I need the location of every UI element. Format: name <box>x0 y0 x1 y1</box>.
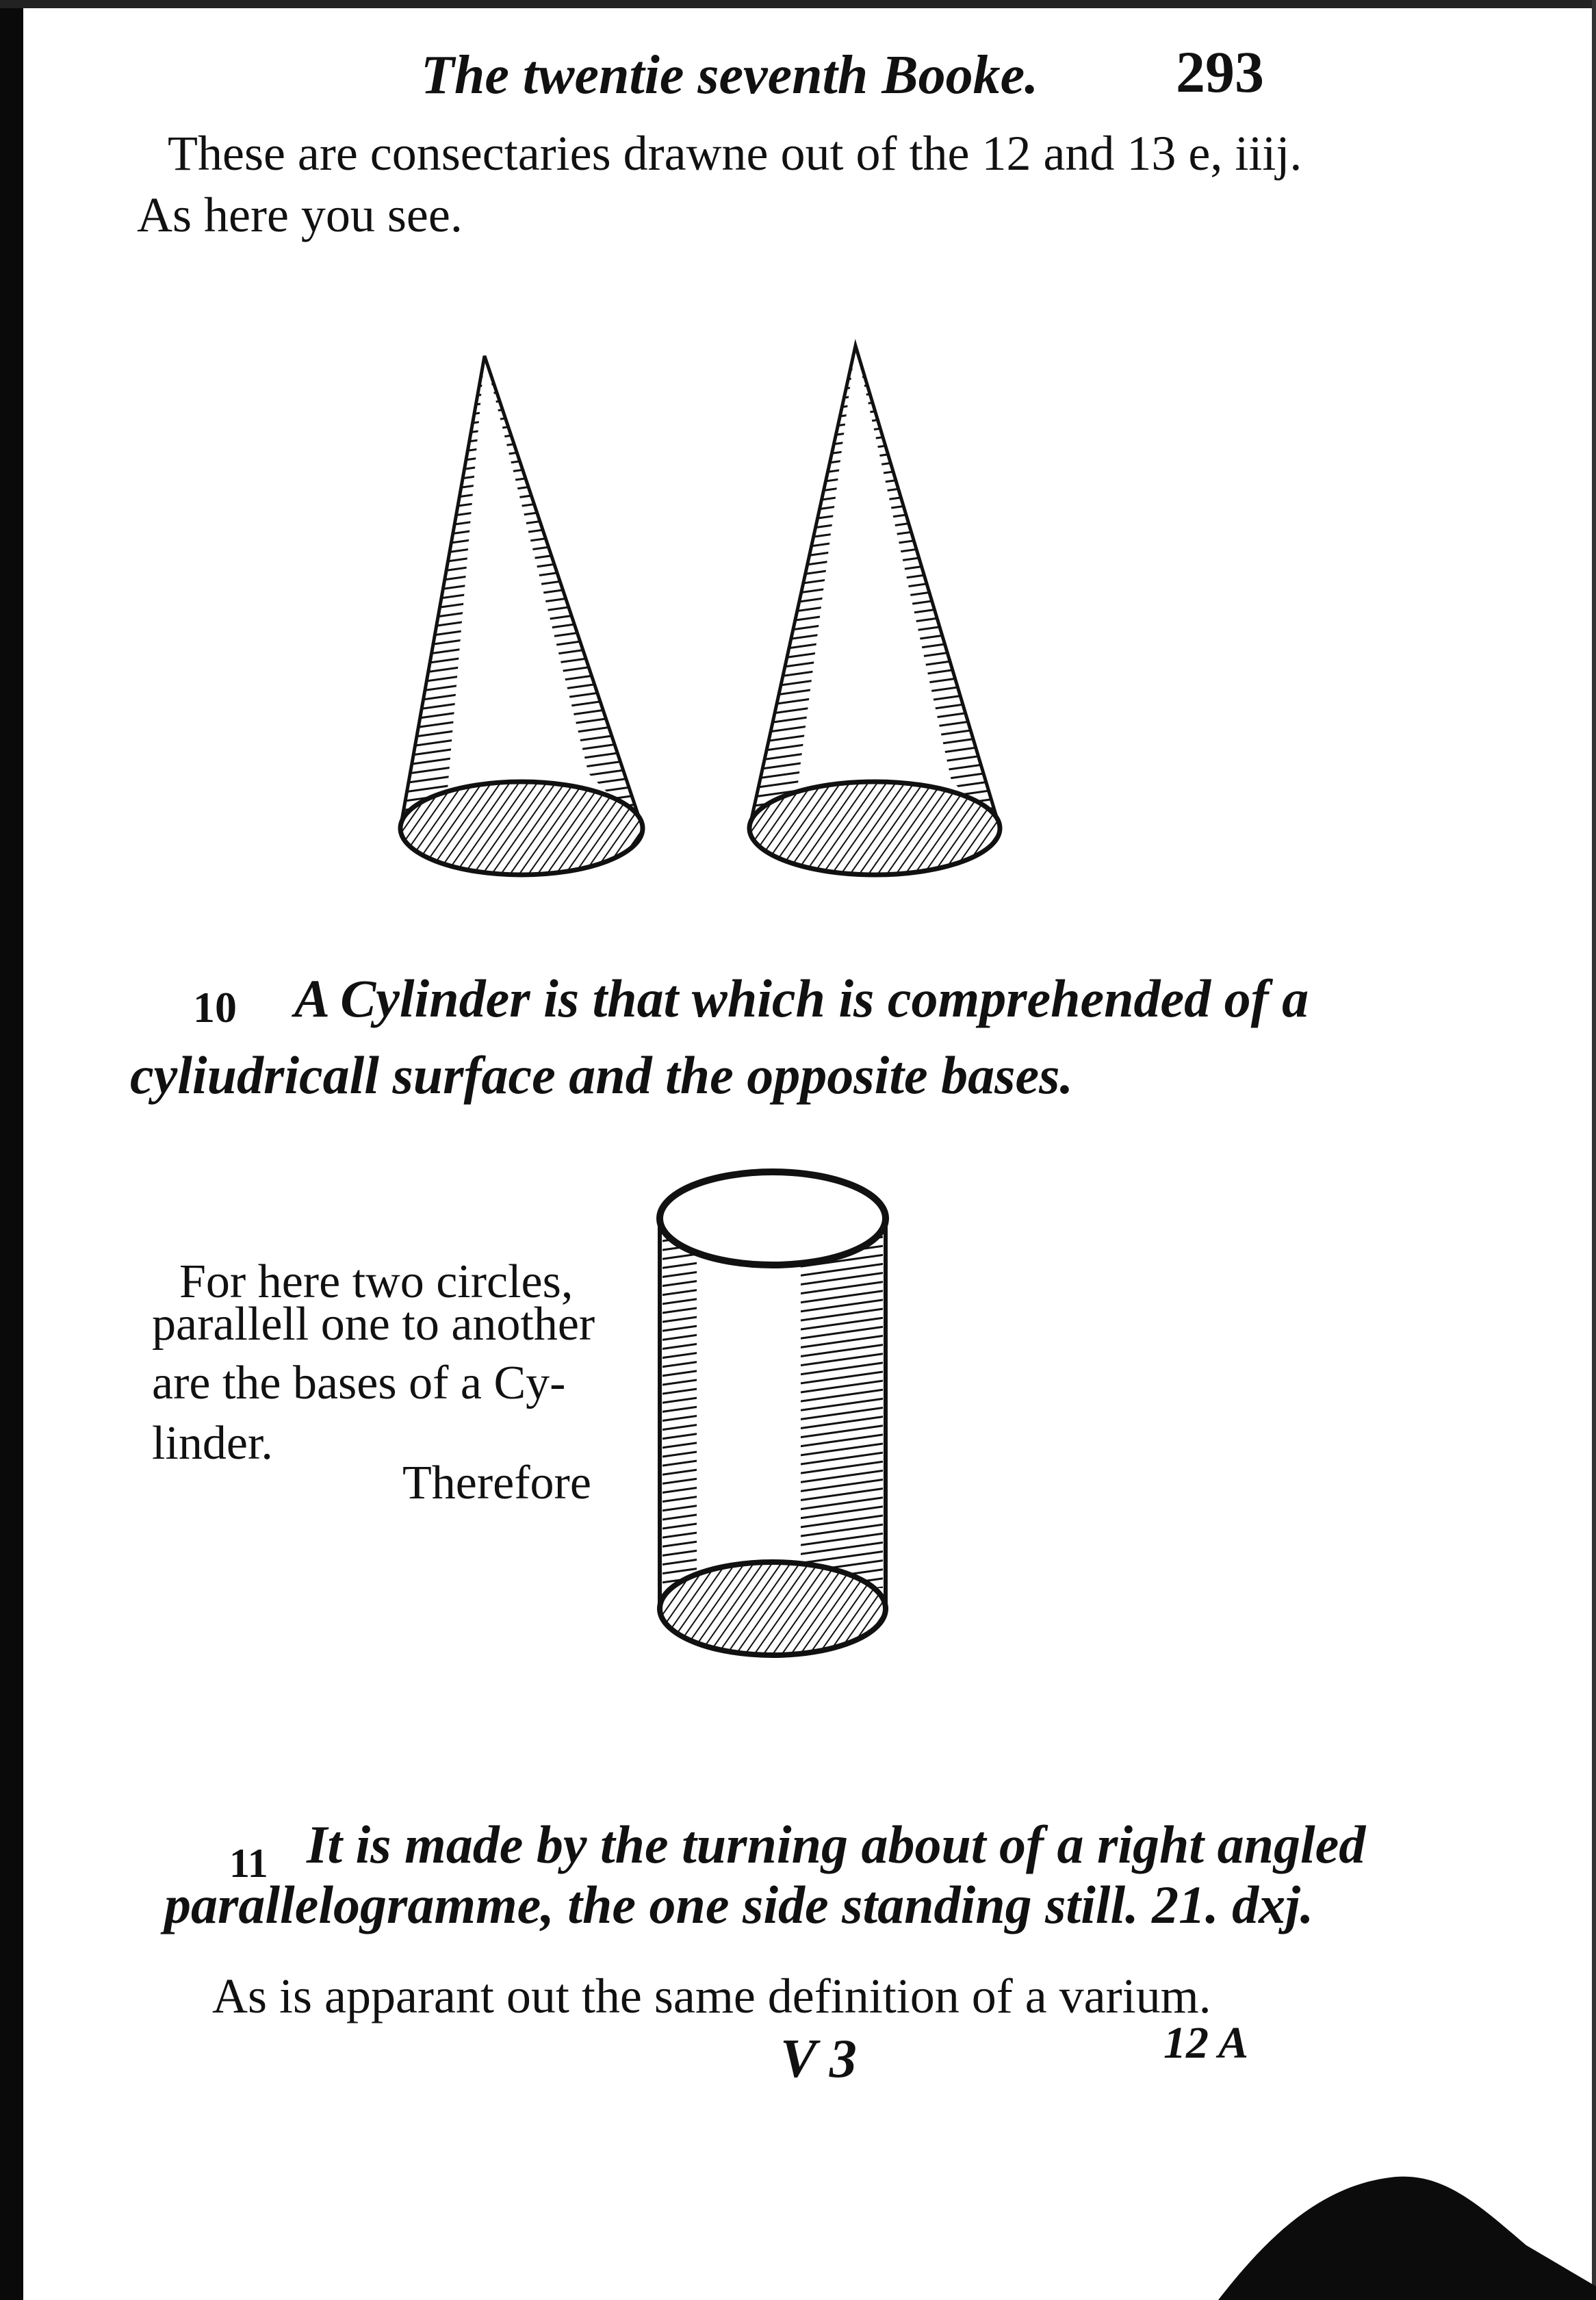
side-note-line-2: parallell one to another <box>152 1298 595 1351</box>
therefore-word: Therefore <box>402 1457 591 1509</box>
cone-right-figure <box>749 346 1000 875</box>
apparant-text: As is apparant out the same definition of a varium. <box>212 1969 1211 2023</box>
definition-11-number: 11 <box>229 1841 268 1886</box>
definition-10-line-2: cyliudricall surface and the opposite bases. <box>130 1045 1073 1105</box>
intro-text-line-2: As here you see. <box>137 188 463 242</box>
signature-mark: V 3 <box>780 2029 857 2089</box>
definition-10-line-1: A Cylinder is that which is comprehended of a <box>294 969 1309 1028</box>
definition-11-line-1: It is made by the turning about of a right angled <box>307 1815 1366 1874</box>
cylinder-figure <box>660 1172 886 1655</box>
definition-10-number: 10 <box>193 983 237 1032</box>
intro-text-line-1: These are consectaries drawne out of the 12 and 13 e, iiij. <box>168 126 1302 181</box>
side-note-line-4: linder. <box>152 1417 273 1470</box>
page-number: 293 <box>1176 39 1264 105</box>
side-note-line-1: For here two circles, <box>179 1255 574 1308</box>
ink-blot <box>1218 2177 1596 2300</box>
catchword: 12 A <box>1163 2018 1249 2068</box>
side-note-line-3: are the bases of a Cy- <box>152 1357 566 1409</box>
cone-left-figure <box>400 356 643 875</box>
running-header: The twentie seventh Booke. <box>421 45 1039 105</box>
definition-11-line-2: parallelogramme, the one side standing still. 21. dxj. <box>164 1875 1314 1934</box>
